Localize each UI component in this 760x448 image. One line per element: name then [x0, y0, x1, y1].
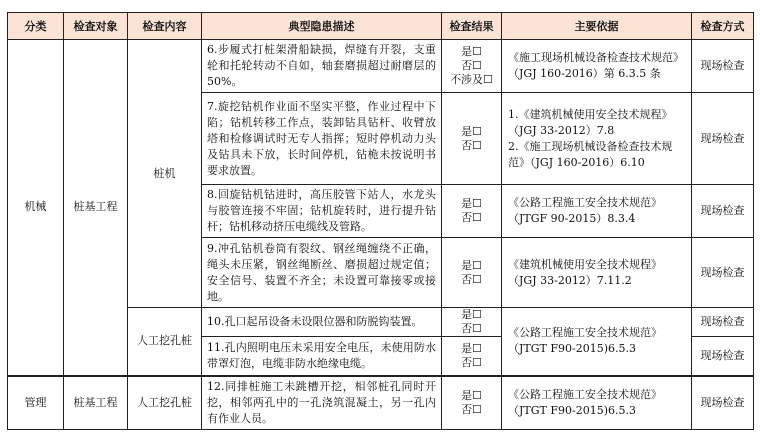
- method-cell: 现场检查: [692, 238, 754, 308]
- header-content: 检查内容: [128, 13, 202, 40]
- inspection-table: [7, 12, 754, 430]
- description-cell: 8.回旋钻机钻进时，高压胶管下站人，水龙头与胶管连接不牢固；钻机旋转时，进行提升钻杆；钻机移动挤压电缆线及管路。: [202, 185, 442, 238]
- basis-line: 2.《施工现场机械设备检查技术规范》（JGJ 160-2016）6.10: [508, 139, 673, 169]
- header-category: 分类: [8, 13, 64, 40]
- header-method: 检查方式: [692, 13, 754, 40]
- result-no-checkbox[interactable]: 否☐: [461, 59, 482, 72]
- header-description: 典型隐患描述: [202, 13, 442, 40]
- result-yes-checkbox[interactable]: 是☐: [461, 197, 482, 210]
- result-cell: [442, 40, 502, 93]
- object-cell: 桩基工程: [64, 376, 128, 430]
- content-cell: 桩机: [128, 40, 202, 308]
- method-cell: 现场检查: [692, 337, 754, 376]
- category-cell: 机械: [8, 40, 64, 376]
- result-no-checkbox[interactable]: 否☐: [461, 138, 482, 152]
- result-cell: [442, 185, 502, 238]
- header-basis: 主要依据: [502, 13, 692, 40]
- basis-cell: 《公路工程施工安全技术规范》（JTGT F90-2015)6.5.3: [502, 308, 692, 376]
- result-no-checkbox[interactable]: 否☐: [461, 355, 482, 369]
- table-row: [8, 376, 754, 430]
- result-cell: [442, 337, 502, 376]
- object-cell: 桩基工程: [64, 40, 128, 376]
- result-cell: [442, 238, 502, 308]
- result-yes-checkbox[interactable]: 是☐: [461, 341, 482, 355]
- method-cell: 现场检查: [692, 185, 754, 238]
- basis-cell: 《施工现场机械设备检查技术规范》（JGJ 160-2016）第 6.3.5 条: [502, 40, 692, 93]
- result-no-checkbox[interactable]: 否☐: [461, 322, 482, 335]
- content-cell: 人工挖孔桩: [128, 376, 202, 430]
- method-cell: 现场检查: [692, 93, 754, 185]
- description-cell: 9.冲孔钻机卷筒有裂纹、钢丝绳缠绕不正确，绳头未压紧，钢丝绳断丝、磨损超过规定值；安全信号、装置不齐全；未设置可靠接零或接地。: [202, 238, 442, 308]
- basis-cell: 《建筑机械使用安全技术规程》（JGJ 33-2012）7.11.2: [502, 238, 692, 308]
- category-cell: 管理: [8, 376, 64, 430]
- description-cell: 6.步履式打桩架滑船缺损，焊缝有开裂，支重轮和托轮转动不自如，轴套磨损超过耐磨层的50%。: [202, 40, 442, 93]
- method-cell: 现场检查: [692, 308, 754, 337]
- result-yes-checkbox[interactable]: 是☐: [461, 388, 482, 402]
- basis-line: 1.《建筑机械使用安全技术规程》（JGJ 33-2012）7.8: [508, 107, 673, 137]
- basis-cell: 《公路工程施工安全技术规范》（JTGF 90-2015）8.3.4: [502, 185, 692, 238]
- header-row: [8, 13, 754, 40]
- description-cell: 10.孔口起吊设备未设限位器和防脱钩装置。: [202, 308, 442, 337]
- result-cell: [442, 93, 502, 185]
- result-yes-checkbox[interactable]: 是☐: [461, 45, 482, 58]
- result-cell: [442, 308, 502, 337]
- basis-cell: 《公路工程施工安全技术规范》（JTGT F90-2015)6.5.3: [502, 376, 692, 430]
- header-object: 检查对象: [64, 13, 128, 40]
- result-no-checkbox[interactable]: 否☐: [461, 211, 482, 224]
- content-cell: 人工挖孔桩: [128, 308, 202, 376]
- table-row: [8, 40, 754, 93]
- result-yes-checkbox[interactable]: 是☐: [461, 308, 482, 321]
- inspection-table-wrapper: [7, 12, 753, 430]
- result-yes-checkbox[interactable]: 是☐: [461, 258, 482, 272]
- result-no-checkbox[interactable]: 否☐: [461, 402, 482, 416]
- description-cell: 11.孔内照明电压未采用安全电压，未使用防水带罩灯泡，电缆非防水绝缘电缆。: [202, 337, 442, 376]
- result-no-checkbox[interactable]: 否☐: [461, 272, 482, 286]
- result-cell: [442, 376, 502, 430]
- description-cell: 7.旋挖钻机作业面不坚实平整，作业过程中下陷；钻机转移工作点，装卸钻具钻杆、收臂放塔和检修调试时无专人指挥；短时停机动力头及钻具未下放，长时间停机，钻桅未按说明书要求放置。: [202, 93, 442, 185]
- result-yes-checkbox[interactable]: 是☐: [461, 124, 482, 138]
- result-na-checkbox[interactable]: 不涉及☐: [450, 73, 493, 86]
- description-cell: 12.同排桩施工未跳槽开挖，相邻桩孔同时开挖，相邻两孔中的一孔浇筑混凝土，另一孔内有作业人员。: [202, 376, 442, 430]
- method-cell: 现场检查: [692, 40, 754, 93]
- method-cell: 现场检查: [692, 376, 754, 430]
- basis-cell: [502, 93, 692, 185]
- header-result: 检查结果: [442, 13, 502, 40]
